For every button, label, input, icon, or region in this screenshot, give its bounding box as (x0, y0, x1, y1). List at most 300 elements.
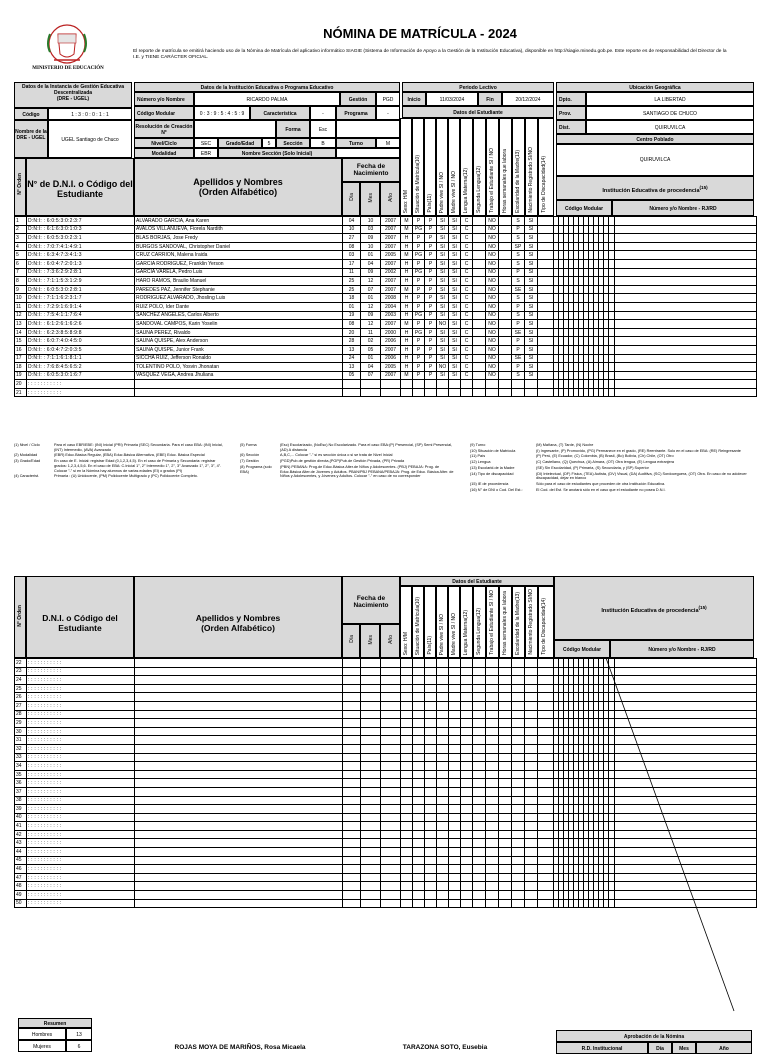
table-row (15, 268, 757, 277)
nivel-label: Nivel/Ciclo (134, 138, 194, 148)
cell-hs (499, 294, 512, 303)
cell-m (361, 805, 381, 814)
vertical-header-4 (436, 118, 448, 216)
cell-ie (615, 345, 757, 354)
cell-p (425, 719, 437, 728)
cell-sl (473, 770, 486, 779)
cell-name: SANCHEZ ANGELES, Carlos Alberto (135, 311, 343, 320)
cell-pv (437, 848, 449, 857)
orden-header-p2 (14, 576, 26, 658)
cell-n: 45 (15, 856, 27, 865)
hombres-value: 13 (66, 1028, 92, 1040)
cell-dis (538, 667, 554, 676)
cell-y (381, 676, 401, 685)
cell-sit (413, 770, 425, 779)
cell-nr: SI (525, 354, 538, 363)
aprob-anio: Año (696, 1042, 752, 1054)
cell-dni: D:N:I: : 6:0:5:3:0:2:8:1 (27, 285, 135, 294)
table-row (15, 242, 757, 251)
cell-nr (525, 891, 538, 900)
cell-pv: SI (437, 345, 449, 354)
cell-sl (473, 388, 486, 397)
cell-dni: D:N:I: : 7:0:7:4:1:4:9:1 (27, 242, 135, 251)
cell-mv (449, 813, 461, 822)
cell-n: 3 (15, 234, 27, 243)
cell-tr (486, 667, 499, 676)
cell-dis (538, 311, 554, 320)
cell-pv (437, 813, 449, 822)
cell-em: S (512, 217, 525, 226)
cell-dis (538, 762, 554, 771)
cell-dni: : : : : : : : : : : : (27, 805, 135, 814)
cell-name: PAREDES PAZ, Jennifer Stephanie (135, 285, 343, 294)
cell-sit (413, 753, 425, 762)
cell-p: P (425, 285, 437, 294)
nombre-seccion-value (336, 148, 400, 158)
footnote-text: (PGD)Pub.de gestión directa,(PGP)Pub.de Gestión Privada, (PR) Privada (280, 459, 405, 464)
vertical-header-6 (460, 586, 473, 658)
cell-pv (437, 667, 449, 676)
cell-n: 40 (15, 813, 27, 822)
cell-y (381, 701, 401, 710)
cell-m (361, 744, 381, 753)
dia-header-p2-text: Día (349, 635, 355, 643)
forma-blank (336, 120, 400, 138)
vertical-header-7 (473, 118, 486, 216)
cell-tr (486, 882, 499, 891)
footnote-text: (PBN) PEBANA: Prog.de Educ.Básica Alter.de Niños y Adolescentes. (PBJ) PEBAJA: Prog. de Educ.Básica Alter.de Jóvenes y Adultos. PBAN/PBJ PEBANA/PEBAJA: Prog. de Educ. Básica Alter. de Niños y Adolescentes, y Jóvenes y Adultos. Colocar "-" en caso de no corresponder (280, 464, 454, 479)
cell-p (425, 710, 437, 719)
cell-dis (538, 354, 554, 363)
cell-sl (473, 813, 486, 822)
grado-value: 5 (262, 138, 276, 148)
cell-y (381, 667, 401, 676)
cell-n: 39 (15, 805, 27, 814)
prov-label: Prov. (556, 106, 586, 120)
cell-sl (473, 719, 486, 728)
caracteristica-value: - (310, 106, 336, 120)
cell-m (361, 787, 381, 796)
cell-mv: SI (449, 354, 461, 363)
cell-dis (538, 659, 554, 668)
cell-dis (538, 873, 554, 882)
footnote-text: (P) Perú, (E) Ecuador, (C) Colombia, (B) Brasil, (Bo) Bolivia, (Ch) Chile, (OT) Otro (536, 454, 674, 459)
forma-label: Forma (276, 120, 310, 138)
cell-sit (413, 719, 425, 728)
cell-dni: D:N:I: : 6:1:2:6:1:6:2:6 (27, 320, 135, 329)
cell-lm (461, 830, 473, 839)
cell-sl (473, 848, 486, 857)
cell-lm (461, 839, 473, 848)
cell-em (512, 779, 525, 788)
cell-p: P (425, 234, 437, 243)
footnote-text: A,B,C,... Colocar "-" si es sección única o si se trata de Nivel Inicial (280, 453, 393, 458)
cell-em (512, 744, 525, 753)
cell-em (512, 762, 525, 771)
vertical-header-9 (499, 118, 512, 216)
dist-value: QUIRUVILCA (586, 120, 754, 134)
cell-em (512, 659, 525, 668)
cell-hs (499, 701, 512, 710)
cell-m (361, 736, 381, 745)
cell-m (361, 676, 381, 685)
cell-s: M (401, 320, 413, 329)
cell-p (425, 770, 437, 779)
cell-hs (499, 779, 512, 788)
cell-mv (449, 873, 461, 882)
cell-sit: PG (413, 311, 425, 320)
cell-p: P (425, 268, 437, 277)
cell-hs (499, 848, 512, 857)
cell-sit (413, 865, 425, 874)
cell-nr (525, 873, 538, 882)
docente-signature: TARAZONA SOTO, Eusebia (402, 1044, 488, 1051)
cell-em: SE (512, 354, 525, 363)
footnote-column (240, 443, 460, 480)
cell-pv (437, 830, 449, 839)
cell-hs (499, 328, 512, 337)
cell-mv (449, 710, 461, 719)
cell-d (343, 848, 361, 857)
cell-m (361, 779, 381, 788)
cell-m (361, 727, 381, 736)
cell-p (425, 762, 437, 771)
cell-y (381, 873, 401, 882)
table-row (15, 234, 757, 243)
cell-em: S (512, 234, 525, 243)
cell-s (401, 701, 413, 710)
cell-sit (413, 822, 425, 831)
cell-em: S (512, 277, 525, 286)
cell-em (512, 380, 525, 389)
cell-name: BLAS BORJAS, Jose Fredy (135, 234, 343, 243)
cell-sit (413, 727, 425, 736)
numero-label: Número y/o Nombre (134, 92, 194, 106)
cell-s (401, 667, 413, 676)
mujeres-label: Mujeres (18, 1040, 66, 1052)
cell-s (401, 779, 413, 788)
cell-dni: D:N:I: : 6:3:4:7:3:4:1:3 (27, 251, 135, 260)
nombre-dre-value: UGEL Santiago de Chuco (48, 120, 132, 158)
footnote-key: (7) Gestión (240, 459, 259, 464)
turno-label: Turno (336, 138, 376, 148)
cell-lm: C (461, 217, 473, 226)
cell-nr: SI (525, 259, 538, 268)
cell-sit (413, 856, 425, 865)
resumen-title: Resumen (18, 1018, 92, 1028)
cell-sl (473, 701, 486, 710)
anio-header-p2 (380, 624, 400, 658)
cell-d: 10 (343, 225, 361, 234)
cell-pv (437, 856, 449, 865)
cell-pv (437, 779, 449, 788)
cell-tr: NO (486, 320, 499, 329)
cell-em: S (512, 294, 525, 303)
cell-y: 2007 (381, 225, 401, 234)
cell-tr (486, 865, 499, 874)
cell-tr: NO (486, 337, 499, 346)
cell-nr (525, 805, 538, 814)
table-row (15, 328, 757, 337)
cell-s: H (401, 328, 413, 337)
cell-s: M (401, 217, 413, 226)
cell-dni: : : : : : : : : : : : (27, 856, 135, 865)
cell-d (343, 727, 361, 736)
cell-tr: NO (486, 242, 499, 251)
cell-nr (525, 744, 538, 753)
cell-tr (486, 848, 499, 857)
footnote-text: (M) Mañana, (T) Tarde, (N) Noche (536, 443, 594, 447)
cell-sl (473, 242, 486, 251)
cell-dni: : : : : : : : : : : : (27, 891, 135, 900)
vertical-header-text: Tipo de Discapacidad(14) (541, 156, 547, 213)
cell-hs (499, 345, 512, 354)
cell-lm: C (461, 337, 473, 346)
cell-y (381, 891, 401, 900)
cell-name: ALVARADO GARCIA, Ana Karen (135, 217, 343, 226)
cell-sl (473, 277, 486, 286)
cell-n: 11 (15, 302, 27, 311)
cell-nr: SI (525, 337, 538, 346)
cell-nr: SI (525, 217, 538, 226)
cell-name: SAUNA PEREZ, Rivaldo (135, 328, 343, 337)
cell-tr: NO (486, 217, 499, 226)
fecha-header-p2: Fecha de Nacimiento (342, 576, 400, 624)
cell-sit: P (413, 337, 425, 346)
cell-em: S (512, 259, 525, 268)
anio-header-text: Año (388, 193, 394, 202)
seccion-label: Sección (276, 138, 310, 148)
footnote-key: (2) Modalidad (14, 453, 38, 458)
cell-hs (499, 770, 512, 779)
cell-dni: D:N:I: : 7:5:4:1:1:7:6:4 (27, 311, 135, 320)
cell-p: P (425, 337, 437, 346)
cell-dni: D:N:I: : 7:2:9:1:6:9:1:4 (27, 302, 135, 311)
cell-dni: D:N:I: : 6:0:5:3:0:2:3:1 (27, 234, 135, 243)
cell-sl (473, 363, 486, 372)
cell-s (401, 813, 413, 822)
cell-hs (499, 839, 512, 848)
aprob-mes: Mes (672, 1042, 696, 1054)
cell-name (135, 753, 343, 762)
cell-y: 2007 (381, 277, 401, 286)
cell-ie (615, 268, 757, 277)
footnote-key: (4) Caracterist. (14, 474, 40, 479)
cell-d (343, 822, 361, 831)
cell-nr (525, 753, 538, 762)
cell-mv (449, 719, 461, 728)
cell-ie (615, 285, 757, 294)
cell-hs (499, 234, 512, 243)
cell-d (343, 779, 361, 788)
cell-mv (449, 659, 461, 668)
cell-ie (615, 320, 757, 329)
cell-mv (449, 779, 461, 788)
cell-lm: C (461, 363, 473, 372)
cell-y (381, 848, 401, 857)
vertical-header-8 (486, 586, 499, 658)
cell-ie (615, 337, 757, 346)
cell-m (361, 701, 381, 710)
cell-name (135, 813, 343, 822)
cell-sl (473, 856, 486, 865)
cell-y: 2008 (381, 294, 401, 303)
cell-y: 2007 (381, 234, 401, 243)
cell-sit: P (413, 285, 425, 294)
cell-nr (525, 882, 538, 891)
cell-m (361, 856, 381, 865)
cell-sl (473, 345, 486, 354)
cell-sl (473, 830, 486, 839)
nombre-dre-label: Nombre de la DRE - UGEL (14, 120, 48, 158)
cell-dni: : : : : : : : : : : : (27, 762, 135, 771)
cell-sl (473, 225, 486, 234)
programa-label: Programa (336, 106, 376, 120)
cell-lm (461, 693, 473, 702)
cell-d (343, 899, 361, 908)
cell-sit (413, 882, 425, 891)
cell-sl (473, 796, 486, 805)
cell-m (361, 388, 381, 397)
instancia-title (14, 82, 132, 108)
cell-name (135, 762, 343, 771)
codigo-label: Código (14, 108, 48, 120)
cell-nr (525, 676, 538, 685)
centro-label: Centro Poblado (556, 134, 754, 144)
cell-p (425, 693, 437, 702)
cell-name (135, 779, 343, 788)
cell-y: 2006 (381, 354, 401, 363)
vertical-header-text: Madre vive SI / NO (451, 170, 457, 213)
cell-sit (413, 380, 425, 389)
footnote (470, 449, 754, 454)
cell-mv (449, 762, 461, 771)
cell-pv: SI (437, 328, 449, 337)
cell-dni: : : : : : : : : : : : (27, 899, 135, 908)
cell-p: P (425, 311, 437, 320)
cell-d: 04 (343, 217, 361, 226)
cell-hs (499, 259, 512, 268)
table-row (15, 337, 757, 346)
cell-sit (413, 736, 425, 745)
cell-em (512, 805, 525, 814)
vertical-header-text: Sexo: H/M (403, 631, 409, 655)
ministry-logo (38, 22, 96, 70)
cell-sit: P (413, 320, 425, 329)
vertical-header-12 (538, 586, 554, 658)
vertical-header-4 (436, 586, 448, 658)
cell-dis (538, 259, 554, 268)
cell-d: 08 (343, 242, 361, 251)
cell-ie (615, 234, 757, 243)
cell-sl (473, 693, 486, 702)
cell-dis (538, 822, 554, 831)
cell-n: 30 (15, 727, 27, 736)
cell-pv (437, 805, 449, 814)
table-row (15, 388, 757, 397)
cell-m: 09 (361, 234, 381, 243)
cell-tr: NO (486, 294, 499, 303)
cell-pv (437, 899, 449, 908)
cell-pv: NO (437, 320, 449, 329)
cell-d (343, 762, 361, 771)
table-row (15, 380, 757, 389)
cell-name (135, 710, 343, 719)
cell-p: P (425, 354, 437, 363)
cell-hs (499, 882, 512, 891)
cell-nr: SI (525, 311, 538, 320)
cell-sl (473, 234, 486, 243)
cell-em (512, 865, 525, 874)
cell-s (401, 796, 413, 805)
cell-pv (437, 865, 449, 874)
cell-lm (461, 753, 473, 762)
cell-n: 14 (15, 328, 27, 337)
cell-name (135, 380, 343, 389)
vertical-header-text: Nacimiento Registrado SI/NO (528, 589, 534, 655)
cell-pv: SI (437, 337, 449, 346)
cell-d (343, 770, 361, 779)
vertical-header-7 (473, 586, 486, 658)
cell-y (381, 727, 401, 736)
cell-p (425, 684, 437, 693)
cell-p: P (425, 225, 437, 234)
cell-lm: C (461, 225, 473, 234)
cell-y: 2006 (381, 337, 401, 346)
cell-d (343, 659, 361, 668)
resolucion-value (194, 120, 276, 138)
cell-name (135, 388, 343, 397)
cell-em: SP (512, 242, 525, 251)
cell-p (425, 865, 437, 874)
prov-value: SANTIAGO DE CHUCO (586, 106, 754, 120)
cancel-diagonal-line (600, 658, 754, 1011)
cell-s (401, 830, 413, 839)
cell-dni: D:N:I: : 6:0:5:3:0:2:3:7 (27, 217, 135, 226)
cell-sit (413, 388, 425, 397)
footnote-text: (I) Ingresante, (P) Promovido, (PG) Permanece en el grado, (RE) Reentrante. Solo en el caso de EBA: (RE) Reingresante (536, 448, 741, 453)
cell-nr (525, 380, 538, 389)
cell-pv: SI (437, 268, 449, 277)
vertical-header-8 (486, 118, 499, 216)
cell-hs (499, 744, 512, 753)
cell-mv (449, 736, 461, 745)
vertical-header-text: Segunda Lengua(12) (476, 166, 482, 213)
cell-hs (499, 813, 512, 822)
cell-sit: P (413, 277, 425, 286)
cell-y (381, 710, 401, 719)
cell-y (381, 380, 401, 389)
cell-m (361, 882, 381, 891)
cell-sl (473, 676, 486, 685)
cell-dis (538, 813, 554, 822)
cell-lm (461, 380, 473, 389)
footnote (14, 474, 224, 479)
cell-pv: SI (437, 225, 449, 234)
cell-tr: NO (486, 259, 499, 268)
cell-mv (449, 684, 461, 693)
cell-s (401, 805, 413, 814)
vertical-header-1 (400, 118, 412, 216)
cell-n: 31 (15, 736, 27, 745)
cell-tr: NO (486, 363, 499, 372)
vertical-header-2 (412, 118, 424, 216)
cell-y: 2007 (381, 371, 401, 380)
turno-value: M (376, 138, 400, 148)
cell-sl (473, 744, 486, 753)
nombres-header-p2: Apellidos y Nombres (Orden Alfabético) (134, 576, 342, 658)
fecha-header: Fecha de Nacimiento (342, 158, 400, 182)
